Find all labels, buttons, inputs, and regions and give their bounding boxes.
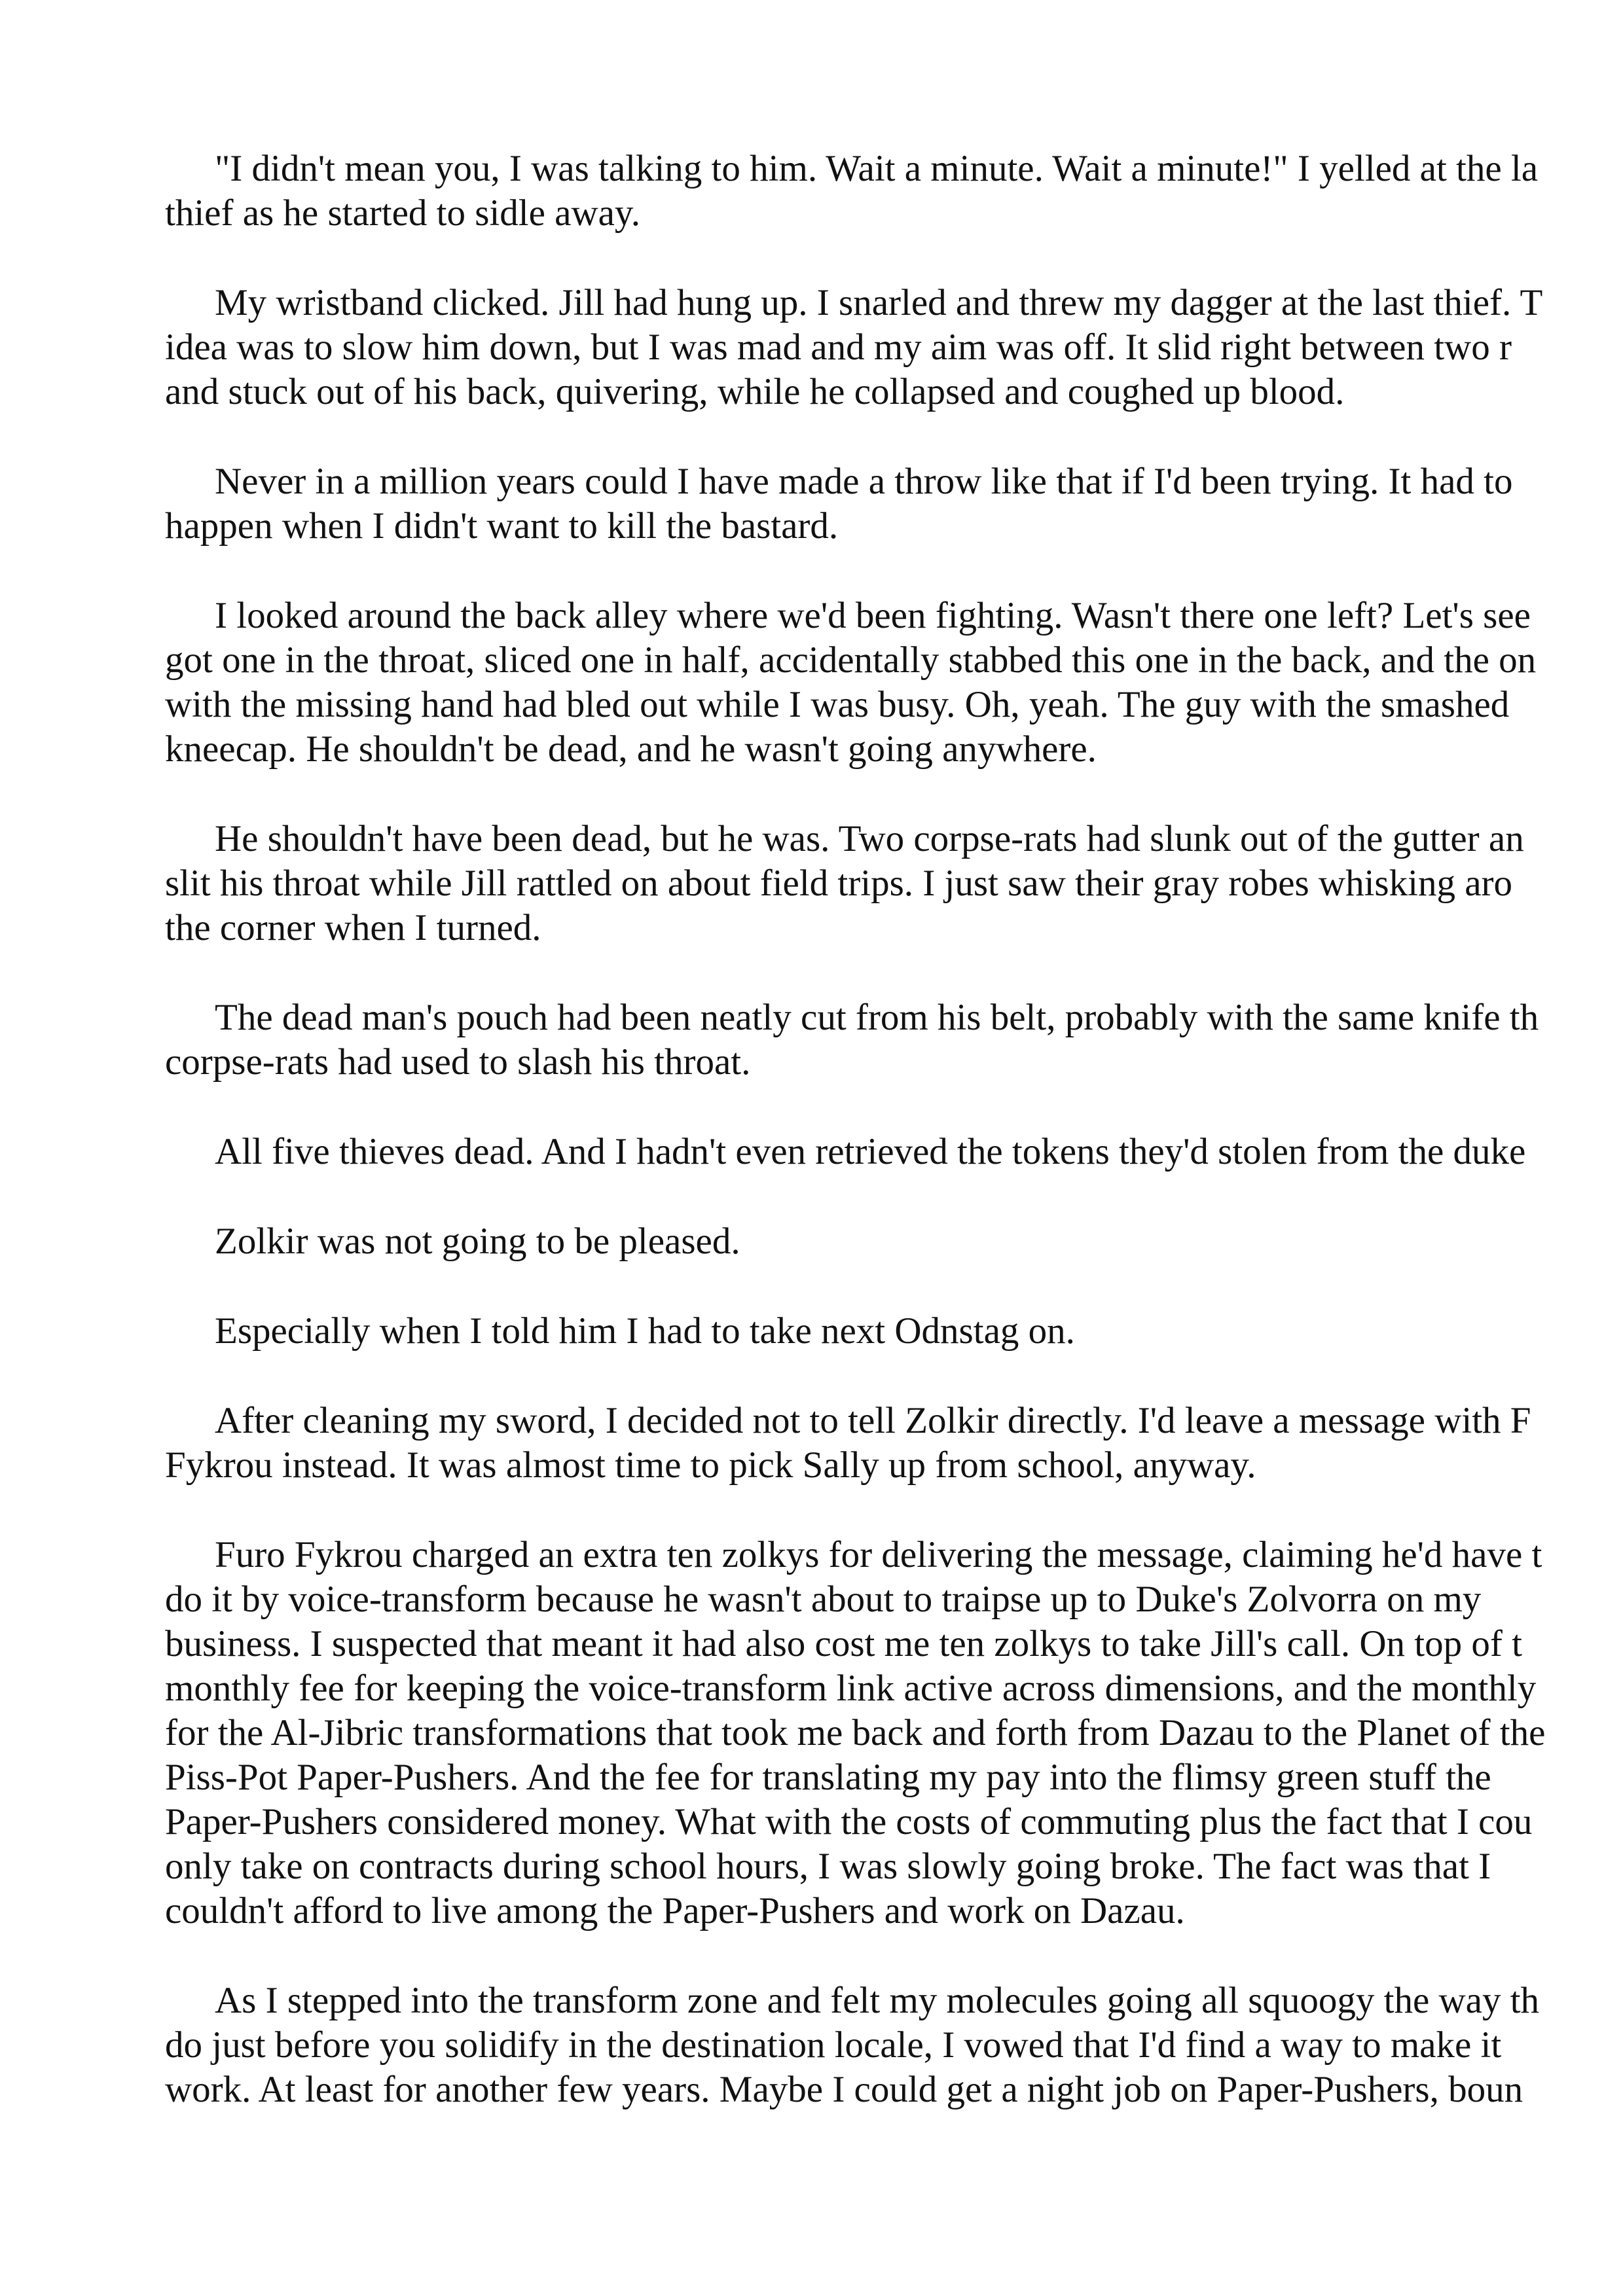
paragraph-9: Especially when I told him I had to take next Odnstag on. [215,1310,1075,1352]
paragraph-8: Zolkir was not going to be pleased. [215,1221,740,1262]
body-text [165,147,1623,2157]
paragraph-10: After cleaning my sword, I decided not to tell Zolkir directly. I'd leave a message with F Fykrou instead. It was almost time to pick Sally up from school, anyway. [165,1400,1531,1486]
paragraph-1: "I didn't mean you, I was talking to him. Wait a minute. Wait a minute!" I yelled at the la thief as he started to sidle away. [165,148,1539,234]
paragraph-7: All five thieves dead. And I hadn't even retrieved the tokens they'd stolen from the duke [215,1131,1526,1172]
paragraph-11: Furo Fykrou charged an extra ten zolkys for delivering the message, claiming he'd have t do it by voice-transform because he wasn't about to traipse up to Duke's Zolvorra on my business. I suspected that meant it had also cost me ten zolkys to take Jill's call. On top of t monthly fee for keeping the voice-transform link active across dimensions, and the monthly for the Al-Jibric transformations that took me back and forth from Dazau to the Planet of the Piss-Pot Paper-Pushers. And the fee for translating my pay into the flimsy green stuff the Paper-Pushers considered money. What with the costs of commuting plus the fact that I cou only take on contracts during school hours, I was slowly going broke. The fact was that I couldn't afford to live among the Paper-Pushers and work on Dazau. [165,1534,1546,1931]
paragraph-6: The dead man's pouch had been neatly cut from his belt, probably with the same knife th corpse-rats had used to slash his throat. [165,997,1539,1083]
paragraph-12: As I stepped into the transform zone and felt my molecules going all squoogy the way th do just before you solidify in the destination locale, I vowed that I'd find a way to make it work. At least for another few years. Maybe I could get a night job on Paper-Pushers, boun [165,1980,1540,2110]
paragraph-4: I looked around the back alley where we'd been fighting. Wasn't there one left? Let's see got one in the throat, sliced one in half, accidentally stabbed this one in the back, and the on with the missing hand had bled out while I was busy. Oh, yeah. The guy with the smashed kneecap. He shouldn't be dead, and he wasn't going anywhere. [165,595,1537,770]
paragraph-3: Never in a million years could I have made a throw like that if I'd been trying. It had to happen when I didn't want to kill the bastard. [165,461,1513,547]
paragraph-2: My wristband clicked. Jill had hung up. I snarled and threw my dagger at the last thief. T idea was to slow him down, but I was mad and my aim was off. It slid right between two r and stuck out of his back, quivering, while he collapsed and coughed up blood. [165,282,1543,412]
paragraph-5: He shouldn't have been dead, but he was. Two corpse-rats had slunk out of the gutter an slit his throat while Jill rattled on about field trips. I just saw their gray robes whisking aro the corner when I turned. [165,818,1524,948]
